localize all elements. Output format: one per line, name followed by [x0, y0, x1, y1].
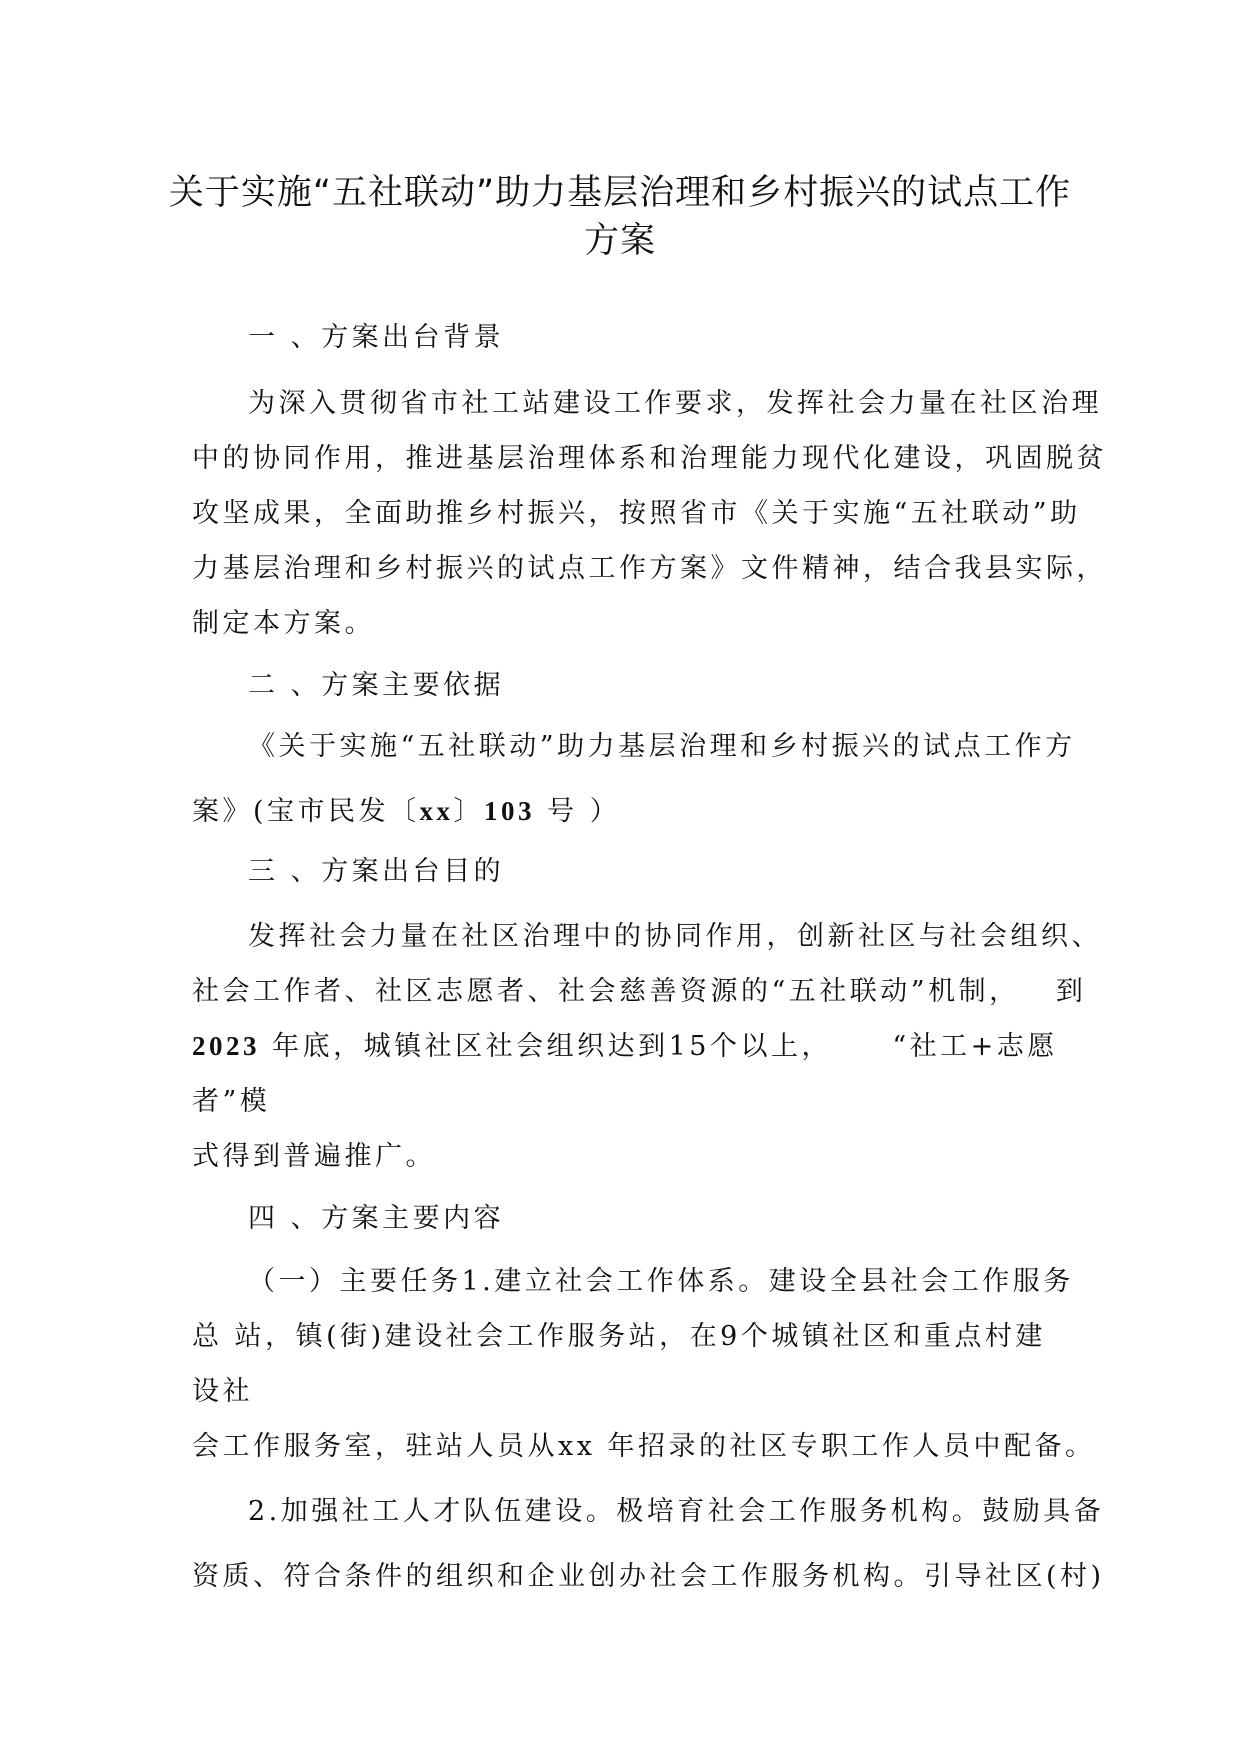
target-text: 年底，城镇社区社会组织达到15个以上， “社工+志愿	[260, 1031, 1058, 1062]
section-2-heading: 二 、方案主要依据	[248, 670, 505, 701]
citation-suffix: 号 ）	[535, 796, 621, 827]
section-4-paragraph-line: 会工作服务室，驻站人员从xx 年招录的社区专职工作人员中配备。	[192, 1431, 1096, 1462]
document-title-line-2: 方案	[583, 221, 656, 261]
target-year: 2023	[192, 1031, 260, 1061]
citation-text: 案》(宝市民发〔	[192, 796, 420, 827]
section-4-paragraph-line: 总 站，镇(街)建设社会工作服务站，在9个城镇社区和重点村建	[192, 1321, 1046, 1352]
section-4-paragraph-line: 资质、符合条件的组织和企业创办社会工作服务机构。引导社区(村)	[192, 1561, 1105, 1592]
section-3-paragraph-line: 式得到普遍推广。	[192, 1141, 436, 1172]
section-4-paragraph-line: 设社	[192, 1376, 253, 1407]
section-1-paragraph-line: 力基层治理和乡村振兴的试点工作方案》文件精神，结合我县实际，	[192, 553, 1107, 584]
citation-number: 103	[484, 796, 536, 826]
section-3-paragraph-line	[192, 1024, 1058, 1063]
section-3-paragraph-line: 发挥社会力量在社区治理中的协同作用，创新社区与社会组织、	[248, 921, 1102, 952]
section-2-paragraph-line	[192, 789, 620, 828]
section-3-paragraph-line: 者”模	[192, 1086, 271, 1117]
citation-year: xx	[419, 796, 454, 826]
citation-bracket: 〕	[453, 796, 485, 827]
section-1-paragraph-line: 制定本方案。	[192, 608, 375, 639]
section-3-heading: 三 、方案出台目的	[248, 856, 505, 887]
document-title-line-1: 关于实施“五社联动”助力基层治理和乡村振兴的试点工作	[168, 173, 1072, 213]
section-4-heading: 四 、方案主要内容	[248, 1203, 505, 1234]
section-3-paragraph-line: 社会工作者、社区志愿者、社会慈善资源的“五社联动”机制， 到	[192, 976, 1087, 1007]
section-1-heading: 一 、方案出台背景	[248, 322, 505, 353]
section-2-paragraph-line: 《关于实施“五社联动”助力基层治理和乡村振兴的试点工作方	[248, 731, 1076, 762]
section-1-paragraph-line: 为深入贯彻省市社工站建设工作要求，发挥社会力量在社区治理	[248, 388, 1102, 419]
section-1-paragraph-line: 中的协同作用，推进基层治理体系和治理能力现代化建设，巩固脱贫	[192, 443, 1107, 474]
section-4-paragraph-line: 2.加强社工人才队伍建设。极培育社会工作服务机构。鼓励具备	[248, 1496, 1105, 1527]
section-1-paragraph-line: 攻坚成果，全面助推乡村振兴，按照省市《关于实施“五社联动”助	[192, 498, 1081, 529]
section-4-paragraph-line: （一）主要任务1.建立社会工作体系。建设全县社会工作服务	[248, 1266, 1074, 1297]
